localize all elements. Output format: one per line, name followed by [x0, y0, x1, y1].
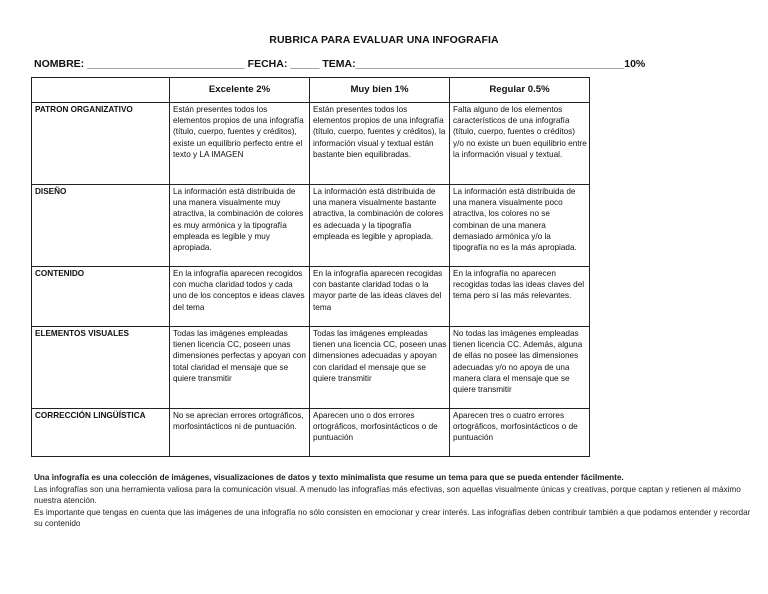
table-row — [32, 185, 590, 267]
regular-cell: En la infografía no aparecen recogidas todas las ideas claves del tema pero sí las más relevantes. — [450, 267, 590, 327]
footer-paragraph: Las infografías son una herramienta valiosa para la comunicación visual. A menudo las infografías más efectivas, son aquellas visualmente únicas y creativas, porque captan y retienen al máximo nuestra atención. — [34, 484, 741, 506]
regular-cell: La información está distribuida de una manera visualmente poco atractiva, los colores no se combinan de una manera demasiado armónica y/o la tipografía no es la más apropiada. — [450, 185, 590, 267]
table-row — [32, 409, 590, 457]
excelente-cell: No se aprecian errores ortográficos, morfosintácticos ni de puntuación. — [170, 409, 310, 457]
header-regular: Regular 0.5% — [450, 78, 590, 103]
regular-cell: No todas las imágenes empleadas tienen licencia CC. Además, alguna de ellas no posee las dimensiones adecuadas y/o no apoya de una manera clara el mensaje que se quiere transmitir — [450, 327, 590, 409]
muy-bien-cell: Aparecen uno o dos errores ortográficos, morfosintácticos o de puntuación — [310, 409, 450, 457]
table-header-row — [32, 78, 590, 103]
table-row — [32, 327, 590, 409]
criterion-cell: DISEÑO — [32, 185, 170, 267]
excelente-cell: Todas las imágenes empleadas tienen licencia CC, poseen unas dimensiones perfectas y apoyan con total claridad el mensaje que se quiere transmitir — [170, 327, 310, 409]
muy-bien-cell: Todas las imágenes empleadas tienen una licencia CC, poseen unas dimensiones adecuadas y apoyan con claridad el mensaje que se quiere transmitir — [310, 327, 450, 409]
excelente-cell: La información está distribuida de una manera visualmente muy atractiva, la combinación de colores es muy armónica y la tipografía empleada es legible y muy apropiada. — [170, 185, 310, 267]
header-excelente: Excelente 2% — [170, 78, 310, 103]
footer-definition: Una infografía es una colección de imágenes, visualizaciones de datos y texto minimalista que resume un tema para que se pueda entender fácilmente. — [34, 473, 624, 482]
document-title: RUBRICA PARA EVALUAR UNA INFOGRAFIA — [269, 34, 499, 46]
muy-bien-cell: La información está distribuida de una manera visualmente bastante atractiva, la combinación de colores es adecuada y la tipografía empleada es legible y apropiada. — [310, 185, 450, 267]
header-criterion — [32, 78, 170, 103]
muy-bien-cell: Están presentes todos los elementos propios de una infografía (título, cuerpo, fuentes y créditos), la información visual y textual están bastante bien equilibradas. — [310, 103, 450, 185]
regular-cell: Falta alguno de los elementos característicos de una infografía (título, cuerpo, fuentes o créditos) y/o no existe un buen equilibrio entre la información visual y textual. — [450, 103, 590, 185]
table-row — [32, 267, 590, 327]
criterion-cell: CONTENIDO — [32, 267, 170, 327]
criterion-cell: CORRECCIÓN LINGÜÍSTICA — [32, 409, 170, 457]
muy-bien-cell: En la infografía aparecen recogidas con bastante claridad todas o la mayor parte de las ideas claves del tema — [310, 267, 450, 327]
student-info-line: NOMBRE: ___________________________ FECHA: _____ TEMA:______________________________________________10% — [34, 58, 646, 70]
excelente-cell: Están presentes todos los elementos propios de una infografía (título, cuerpo, fuentes y créditos), existe un equilibrio perfecto entre el texto y LA IMAGEN — [170, 103, 310, 185]
footer-paragraph: Es importante que tengas en cuenta que las imágenes de una infografía no sólo consisten en emocionar y crear interés. Las infografías deben contribuir también a que podamos entender y recordar su contenido — [34, 507, 751, 529]
criterion-cell: PATRON ORGANIZATIVO — [32, 103, 170, 185]
table-row — [32, 103, 590, 185]
excelente-cell: En la infografía aparecen recogidos con mucha claridad todos y cada uno de los conceptos e ideas claves del tema — [170, 267, 310, 327]
regular-cell: Aparecen tres o cuatro errores ortográficos, morfosintácticos o de puntuación — [450, 409, 590, 457]
criterion-cell: ELEMENTOS VISUALES — [32, 327, 170, 409]
header-muy-bien: Muy bien 1% — [310, 78, 450, 103]
footer-notes — [34, 472, 759, 530]
rubric-table — [31, 77, 590, 457]
